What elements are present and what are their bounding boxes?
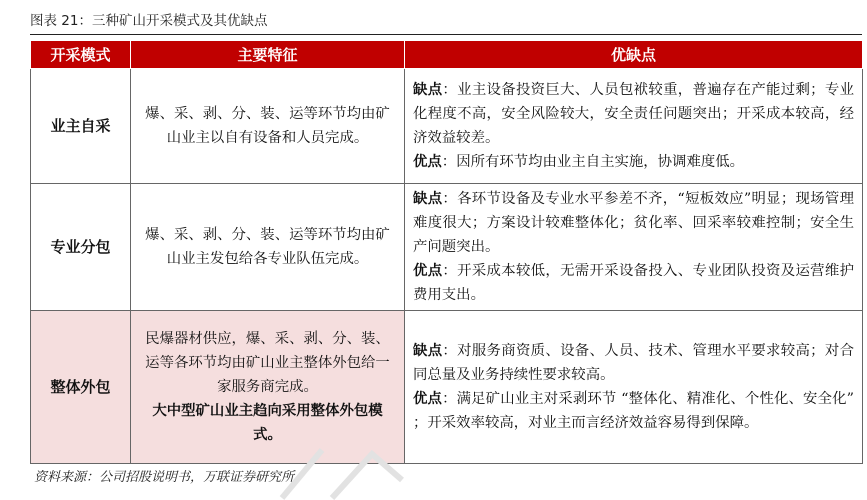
table-row: [31, 311, 863, 464]
pros-label: 优点: [413, 153, 442, 170]
cons-text: ：对服务商资质、设备、人员、技术、管理水平要求较高；对合同总量及业务持续性要求较高。: [413, 343, 854, 383]
pros-label: 优点: [413, 262, 443, 279]
cons-label: 缺点: [413, 342, 443, 359]
source-note: 资料来源：公司招股说明书，万联证券研究所: [34, 470, 295, 485]
feature-cell: 爆、采、剥、分、装、运等环节均由矿山业主发包给各专业队伍完成。: [131, 184, 405, 311]
header-pros-cons: 优缺点: [405, 41, 863, 69]
feature-cell: 爆、采、剥、分、装、运等环节均由矿山业主以自有设备和人员完成。: [131, 69, 405, 184]
pros-text: ：开采成本较低，无需开采设备投入、专业团队投资及运营维护费用支出。: [413, 263, 854, 303]
mining-modes-table: [30, 40, 863, 464]
figure-caption: 图表 21：三种矿山开采模式及其优缺点: [30, 13, 268, 29]
table-header-row: [31, 41, 863, 69]
pros-cons-cell: [405, 69, 863, 184]
cons-label: 缺点: [413, 81, 443, 98]
cons-text: ：各环节设备及专业水平参差不齐，“短板效应”明显；现场管理难度很大；方案设计较难整体化；贫化率、回采率较难控制；安全生产问题突出。: [413, 191, 854, 255]
pros-text: ：因所有环节均由业主自主实施，协调难度低。: [441, 154, 745, 170]
pros-label: 优点: [413, 390, 443, 407]
feature-highlight: 大中型矿山业主趋向采用整体外包模式。: [152, 402, 383, 443]
pros-paragraph: [413, 387, 854, 435]
mode-cell: 专业分包: [31, 184, 131, 311]
table-row: [31, 69, 863, 184]
cons-label: 缺点: [413, 190, 443, 207]
pros-cons-cell: [405, 311, 863, 464]
pros-paragraph: [413, 259, 854, 307]
feature-text: 民爆器材供应，爆、采、剥、分、装、运等各环节均由矿山业主整体外包给一家服务商完成。: [145, 331, 390, 395]
feature-cell: [131, 311, 405, 464]
mode-cell: 整体外包: [31, 311, 131, 464]
cons-paragraph: [413, 78, 854, 150]
header-mode: 开采模式: [31, 41, 131, 69]
table-row: [31, 184, 863, 311]
cons-paragraph: [413, 187, 854, 259]
header-feature: 主要特征: [131, 41, 405, 69]
pros-cons-cell: [405, 184, 863, 311]
cons-paragraph: [413, 339, 854, 387]
pros-text: ：满足矿山业主对采剥环节 “整体化、精准化、个性化、安全化” ；开采效率较高，对业主而言经济效益容易得到保障。: [413, 391, 854, 431]
pros-paragraph: [413, 150, 854, 174]
caption-divider: [30, 34, 862, 35]
mode-cell: 业主自采: [31, 69, 131, 184]
cons-text: ：业主设备投资巨大、人员包袱较重，普遍存在产能过剩；专业化程度不高，安全风险较大，安全责任问题突出；开采成本较高，经济效益较差。: [413, 82, 854, 146]
